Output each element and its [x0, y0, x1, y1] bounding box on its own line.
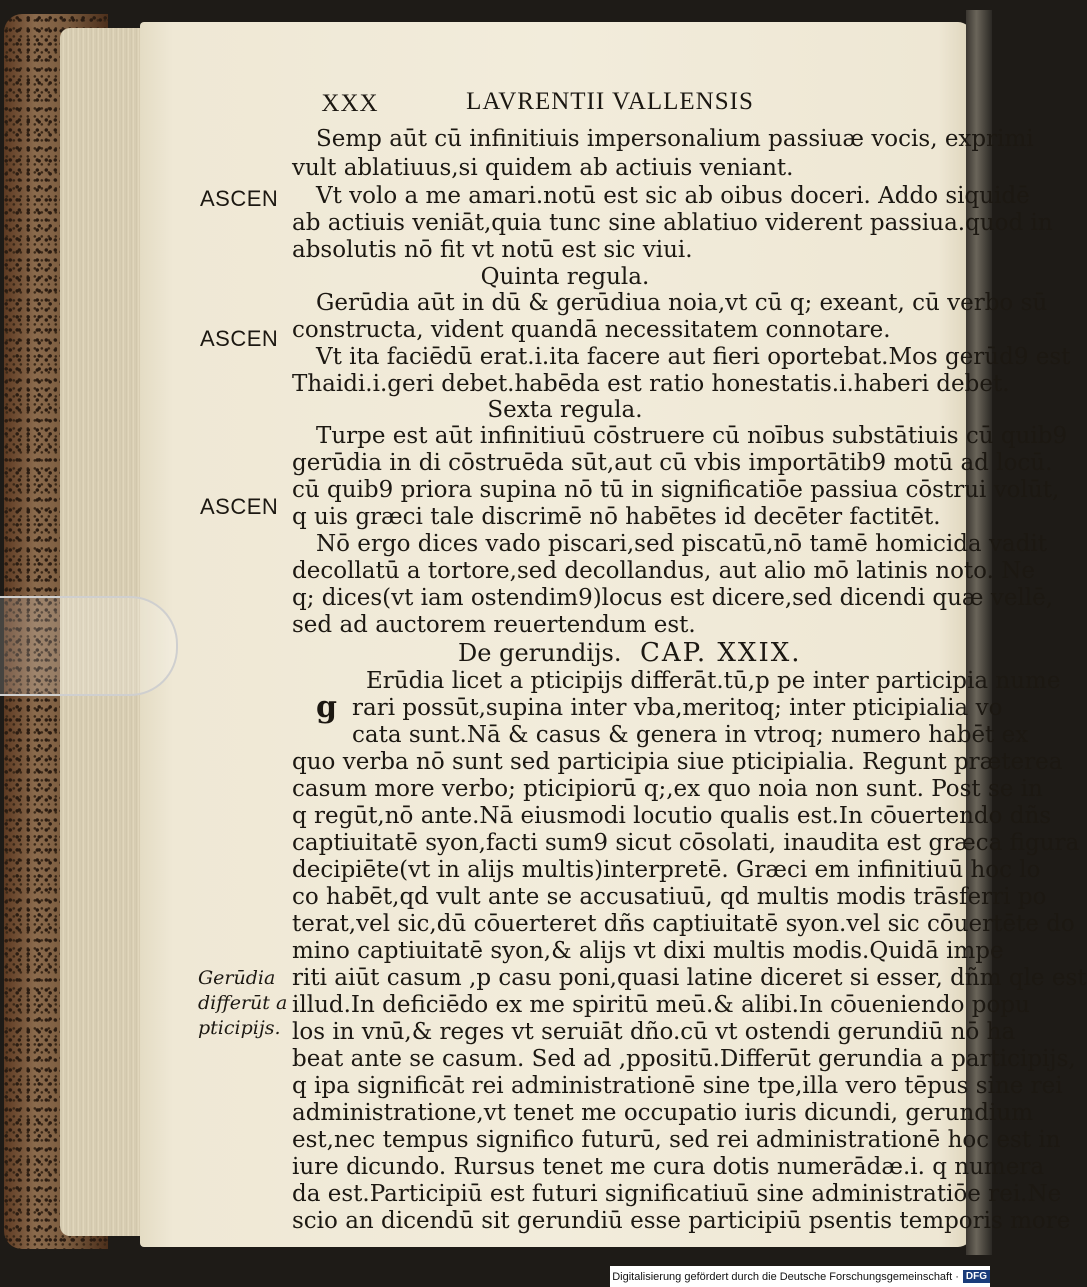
- chapter-heading: De gerundijs.: [458, 639, 622, 667]
- section-heading: Sexta regula.: [487, 397, 643, 423]
- text-line: administratione,vt tenet me occupatio iuris dicundi, gerundium: [292, 1100, 1034, 1126]
- text-line: q ipa significāt rei administrationē sine tpe,illa vero tēpus sine rei: [292, 1073, 1063, 1099]
- text-line: quo verba nō sunt sed participia siue pticipialia. Regunt præterea: [292, 749, 1063, 775]
- text-line: Thaidi.i.geri debet.habēda est ratio honestatis.i.haberi debet.: [292, 371, 1010, 397]
- text-line: iure dicundo. Rursus tenet me cura dotis numerādæ.i. q numera: [292, 1154, 1045, 1180]
- text-line: constructa, vident quandā necessitatem connotare.: [292, 317, 891, 343]
- text-line: mino captiuitatē syon,& alijs vt dixi multis modis.Quidā impe: [292, 938, 1004, 964]
- text-line: sed ad auctorem reuertendum est.: [292, 612, 696, 638]
- text-line: q uis græci tale discrimē nō habētes id decēter factitēt.: [292, 504, 941, 530]
- chapter-number: CAP. XXIX.: [640, 638, 802, 668]
- side-note: Gerūdia: [198, 967, 276, 989]
- drop-cap: g: [316, 690, 337, 725]
- dfg-logo: DFG: [963, 1270, 990, 1283]
- text-line: captiuitatē syon,facti sum9 sicut cōsolati, inaudita est græca figura: [292, 830, 1080, 856]
- text-line: co habēt,qd vult ante se accusatiuū, qd multis modis trāsferri po: [292, 884, 1047, 910]
- text-line: Vt ita faciēdū erat.i.ita facere aut fieri oportebat.Mos gerūd9 est: [316, 344, 1071, 370]
- text-line: Erūdia licet a pticipijs differāt.tū,p pe inter participia nume: [366, 668, 1061, 694]
- text-line: riti aiūt casum ,p casu poni,quasi latine diceret si esser, dñm qle est: [292, 965, 1087, 991]
- text-line: casum more verbo; pticipiorū q;,ex quo noia non sunt. Post se in: [292, 776, 1043, 802]
- text-line: scio an dicendū sit gerundiū esse participiū psentis temporis more: [292, 1208, 1071, 1234]
- text-line: decipiēte(vt in alijs multis)interpretē. Græci em infinitiuū hoc lo: [292, 857, 1041, 883]
- text-line: Nō ergo dices vado piscari,sed piscatū,nō tamē homicida vadit: [316, 531, 1047, 557]
- text-line: cū quib9 priora supina nō tū in significatiōe passiua cōstrui volūt,: [292, 477, 1060, 503]
- footer-text: Digitalisierung gefördert durch die Deutsche Forschungsgemeinschaft ·: [612, 1270, 959, 1283]
- text-line: est,nec tempus significo futurū, sed rei administrationē hoc est in: [292, 1127, 1061, 1153]
- text-line: los in vnū,& reges vt seruiāt dño.cū vt ostendi gerundiū nō ha: [292, 1019, 1016, 1045]
- text-line: rari possūt,supina inter vba,meritoq; inter pticipialia vo: [352, 695, 1003, 721]
- margin-note: ASCEN: [200, 494, 279, 519]
- side-note: differūt a: [198, 992, 288, 1014]
- margin-note: ASCEN: [200, 326, 279, 351]
- text-line: ab actiuis veniāt,quia tunc sine ablatiuo viderent passiua.quod in: [292, 210, 1053, 236]
- text-line: illud.In deficiēdo ex me spiritū meū.& alibi.In cōueniendo popu: [292, 992, 1030, 1018]
- text-line: decollatū a tortore,sed decollandus, aut alio mō latinis noto. Ne: [292, 558, 1035, 584]
- margin-note: ASCEN: [200, 186, 279, 211]
- text-line: gerūdia in di cōstruēda sūt,aut cū vbis importātib9 motū ad locū.: [292, 450, 1053, 476]
- text-line: Turpe est aūt infinitiuū cōstruere cū noībus substātiuis cū quib9: [316, 423, 1068, 449]
- folio-number: XXX: [321, 90, 379, 117]
- side-note: pticipijs.: [198, 1017, 281, 1039]
- text-line: Vt volo a me amari.notū est sic ab oibus doceri. Addo siquidē: [316, 183, 1030, 209]
- section-heading: Quinta regula.: [480, 264, 650, 290]
- text-line: da est.Participiū est futuri significatiuū sine administratiōe rei.Ne: [292, 1181, 1062, 1207]
- text-line: q; dices(vt iam ostendim9)locus est dicere,sed dicendi quæ vellē,: [292, 585, 1054, 611]
- text-line: q regūt,nō ante.Nā eiusmodi locutio qualis est.In cōuertendo dñs: [292, 803, 1052, 829]
- text-line: Gerūdia aūt in dū & gerūdiua noia,vt cū q; exeant, cū verbo sū: [316, 290, 1048, 316]
- text-line: cata sunt.Nā & casus & genera in vtroq; numero habēt ex: [352, 722, 1029, 748]
- text-line: terat,vel sic,dū cōuerteret dñs captiuitatē syon.vel sic cōuertēte do: [292, 911, 1075, 937]
- text-line: vult ablatiuus,si quidem ab actiuis veniant.: [292, 155, 794, 181]
- text-line: beat ante se casum. Sed ad ,ppositū.Differūt gerundia a participijs,: [292, 1046, 1076, 1072]
- text-line: absolutis nō fit vt notū est sic viui.: [292, 237, 693, 263]
- text-line: Semp aūt cū infinitiuis impersonalium passiuæ vocis, exprimi: [316, 126, 1034, 152]
- digitization-footer: [610, 1266, 990, 1287]
- running-title: LAVRENTII VALLENSIS: [466, 88, 754, 115]
